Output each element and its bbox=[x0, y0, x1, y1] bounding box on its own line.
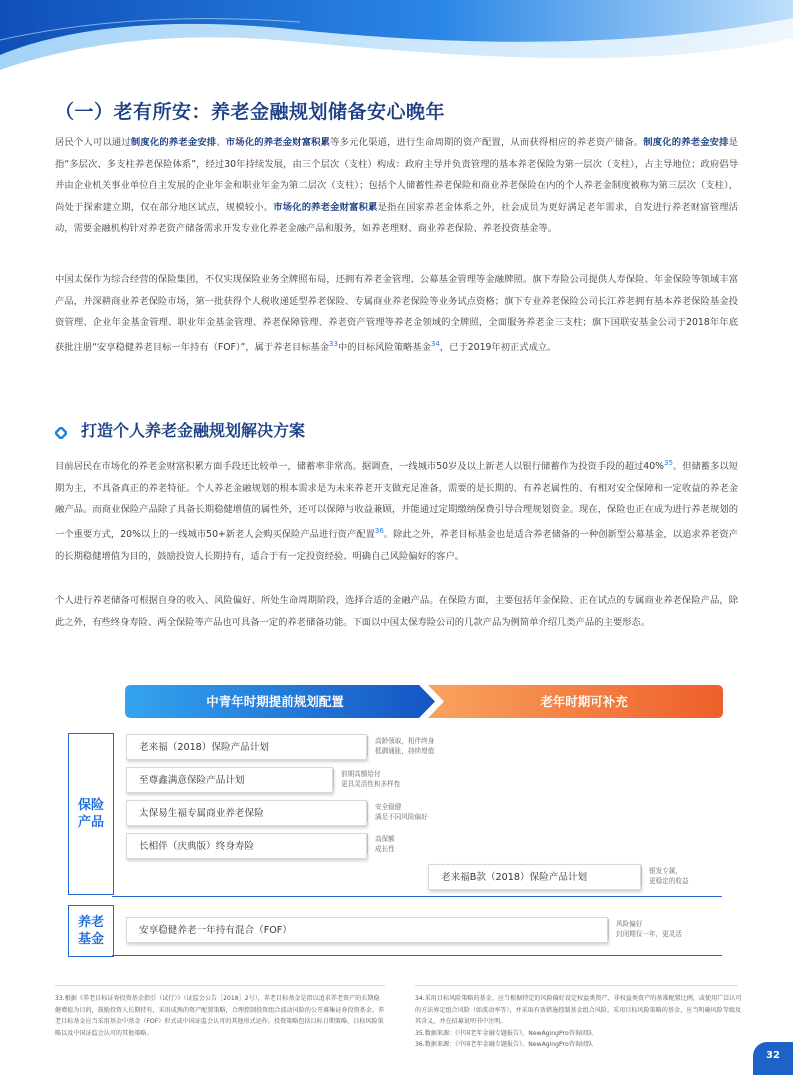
product-note: 银发专属， 更稳定的收益 bbox=[641, 866, 689, 886]
product-taibao-yishengfu: 太保易生福专属商业养老保险 bbox=[126, 800, 367, 826]
product-note: 安全稳健 满足不同风险偏好 bbox=[367, 802, 428, 822]
page-number: 32 bbox=[753, 1042, 793, 1075]
footnote-divider bbox=[415, 985, 738, 986]
footnote-34: 34.采用目标风险策略的基金，应当根据特定的风险偏好设定权益类资产、非权益类资产的基准配置比例，或使用广泛认可的方法界定组合风险（如波动率等），并采取有效措施控制基金组合风险。采用目标风险策略的基金，应当明确风险等级及其含义，并在招募说明书中注明。 bbox=[415, 995, 742, 1025]
paragraph-pension-channels: 居民个人可以通过制度化的养老金安排、市场化的养老金财富积累等多元化渠道，进行生命周期的资产配置，从而获得相应的养老资产储备。制度化的养老金安排是指“多层次、多支柱养老保险体系”，经过30年持续发展，由三个层次（支柱）构成：政府主导并负责管理的基本养老保险为第一层次（支柱），占主导地位；政府倡导并由企业机关事业单位自主发展的企业年金和职业年金为第二层次（支柱）；包括个人储蓄性养老保险和商业养老保险在内的个人养老金制度被称为第三层次（支柱），尚处于探索建立期，仅在部分地区试点，规模较小。市场化的养老金财富积累是指在国家养老金体系之外，社会成员为更好满足老年需求，自发进行养老财富管理活动，需要金融机构针对养老资产储备需求开发专业化养老金融产品和服务，如养老理财、商业养老保险、养老投资基金等。 bbox=[55, 137, 738, 235]
sub-title bbox=[55, 418, 305, 441]
phase-label-elderly: 老年时期可补充 bbox=[540, 694, 628, 709]
product-note: 高保额 成长性 bbox=[367, 834, 395, 854]
paragraph-savings-behavior: 目前居民在市场化的养老金财富积累方面手段还比较单一，储蓄率非常高。据调查，一线城市50岁及以上新老人以银行储蓄作为投资手段的超过40%$^{35}$。但储蓄多以短期为主，不具备真正的养老特征。个人养老金融规划的根本需求是为未来养老开支做充足准备，需要的是长期的、有养老属性的、有相对安全保障和一定收益的养老金融产品。而商业保险产品除了具备长期稳健增值的属性外，还可以保障与收益兼顾，并能通过定期缴纳保费引导合理规划资金。现在，保险也正在成为进行养老规划的一个重要方式，20%以上的一线城市50+新老人会购买保险产品进行资产配置$^{36}$。除此之外，养老目标基金也是适合养老储备的一种创新型公募基金，以追求养老资产的长期稳健增值为目的，鼓励投资人长期持有，适合于有一定投资经验、明确自己风险偏好的客户。 bbox=[55, 459, 738, 562]
paragraph-cpic-overview: 中国太保作为综合经营的保险集团，不仅实现保险业务全牌照布局，还拥有养老金管理、公募基金管理等金融牌照。旗下寿险公司提供人寿保险、年金保险等领域丰富产品，并深耕商业养老保险市场，第一批获得个人税收递延型养老保险、专属商业养老保险等业务试点资格；旗下专业养老保险公司长江养老拥有基本养老保险基金投资管理、企业年金基金管理、职业年金基金管理、养老保障管理、养老资产管理等养老金领域的全牌照，全面服务养老金三支柱；旗下国联安基金公司于2018年年底获批注册“安享稳健养老目标一年持有（FOF）”，属于养老目标基金$^{33}$中的目标风险策略基金$^{34}$，已于2019年初正式成立。 bbox=[55, 274, 738, 353]
sub-title-text: 打造个人养老金融规划解决方案 bbox=[81, 421, 306, 440]
paragraph-product-selection: 个人进行养老储备可根据自身的收入、风险偏好、所处生命周期阶段，选择合适的金融产品。在保险方面，主要包括年金保险、正在试点的专属商业养老保险产品，除此之外，有些终身寿险、两全保险等产品也可具备一定的养老储备功能。下面以中国太保寿险公司的几款产品为例简单介绍几类产品的主要形态。 bbox=[55, 595, 738, 628]
divider-line bbox=[112, 955, 722, 956]
footnotes-right bbox=[415, 993, 745, 1051]
footnote-35: 35.数据来源：《中国老年金融专题报告》，NewAgingPro咨询团队 bbox=[415, 1029, 594, 1037]
footnote-divider bbox=[55, 985, 385, 986]
product-laolaifu-b-2018: 老来福B款（2018）保险产品计划 bbox=[428, 864, 641, 890]
product-zhizun-xinmanyi: 至尊鑫满意保险产品计划 bbox=[126, 767, 333, 793]
product-note: 风险偏好 封闭期仅一年，更灵活 bbox=[608, 919, 682, 939]
category-pension-fund: 养老 基金 bbox=[68, 905, 114, 957]
product-laolaifu-2018: 老来福（2018）保险产品计划 bbox=[126, 734, 367, 760]
product-note: 前期高额给付 更具灵活性和多样性 bbox=[333, 769, 400, 789]
phase-label-midlife: 中青年时期提前规划配置 bbox=[206, 694, 344, 709]
footnote-33: 33.根据《养老目标证券投资基金指引（试行）》（证监会公告［2018］2号），养老目标基金是指以追求养老资产的长期稳健增值为目的，鼓励投资人长期持有，采用成熟的资产配置策略，合理控制投资组合波动风险的公开募集证券投资基金。养老目标基金应当采用基金中基金（FOF）形式或中国证监会认可的其他形式运作。投资策略包括目标日期策略、目标风险策略以及中国证监会认可的其他策略。 bbox=[55, 995, 385, 1037]
category-insurance-products: 保险 产品 bbox=[68, 733, 114, 895]
product-note: 高龄领取，相伴终身 抵御通胀，持续增值 bbox=[367, 736, 434, 756]
product-changxiangban: 长相伴（庆典版）终身寿险 bbox=[126, 833, 367, 859]
section-title: （一）老有所安：养老金融规划储备安心晚年 bbox=[55, 101, 446, 123]
diamond-bullet-icon bbox=[55, 424, 67, 436]
divider-line bbox=[112, 896, 722, 897]
header-wave-decoration bbox=[0, 0, 793, 90]
product-anxiang-wenjian-fof: 安享稳健养老一年持有混合（FOF） bbox=[126, 917, 608, 943]
footnote-36: 36.数据来源：《中国老年金融专题报告》，NewAgingPro咨询团队 bbox=[415, 1041, 594, 1048]
